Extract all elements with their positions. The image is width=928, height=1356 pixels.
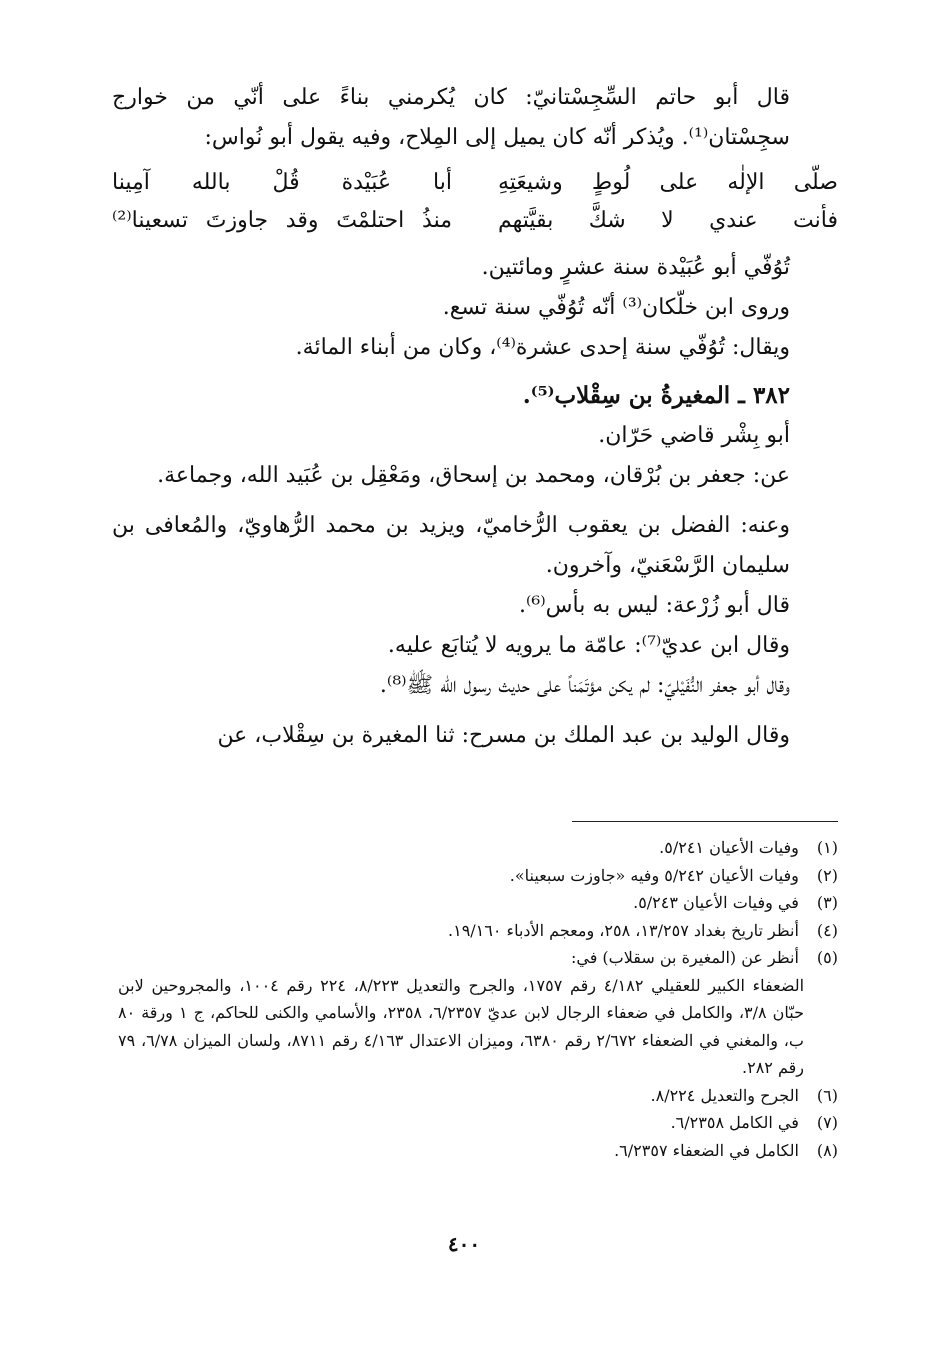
line-yuqal: ويقال: تُوُفّي سنة إحدى عشرة⁽⁴⁾، وكان من أبناء المائة. bbox=[295, 335, 790, 360]
line-abu-zura: قال أبو زُرْعة: ليس به بأس⁽⁶⁾. bbox=[519, 593, 790, 618]
verse-2-second-hemistich: منذُ احتلمْتَ وقد جاوزتَ تسعينا⁽²⁾ bbox=[112, 208, 452, 233]
verse-1 bbox=[112, 164, 838, 202]
footnote-text: في الكامل ٦/٢٣٥٨. bbox=[670, 1113, 799, 1132]
footnote-text: في وفيات الأعيان ٥/٢٤٣. bbox=[633, 893, 799, 912]
footnote-3 bbox=[118, 889, 838, 917]
line-ibn-khallikan: وروى ابن خلّكان⁽³⁾ أنّه تُوُفّي سنة تسع. bbox=[442, 295, 790, 320]
main-text bbox=[112, 78, 838, 756]
footnote-8 bbox=[118, 1137, 838, 1165]
verse-2-first-hemistich: فأنت عندي لا شكَّ بقيَّتهم bbox=[498, 208, 838, 233]
verse-1-first-hemistich: صلّى الإلٰه على لُوطٍ وشيعَتِهِ bbox=[498, 170, 838, 195]
footnote-number: (٣) bbox=[816, 893, 838, 912]
footnote-text: الكامل في الضعفاء ٦/٢٣٥٧. bbox=[614, 1140, 799, 1160]
footnote-text: أنظر عن (المغيرة بن سقلاب) في: bbox=[570, 948, 799, 967]
footnote-number: (٤) bbox=[816, 920, 838, 940]
paragraph-sijistani: قال أبو حاتم السِّجِسْتانيّ: كان يُكرمني بناءً على أنّي من خوارج سجِسْتان⁽¹⁾. ويُذكر أنّه كان يميل إلى المِلاح، وفيه يقول أبو نُواس: bbox=[112, 85, 790, 150]
footnote-text: الجرح والتعديل ٨/٢٢٤. bbox=[650, 1085, 799, 1105]
footnote-number: (١) bbox=[816, 838, 838, 857]
page-number: ٤٠٠ bbox=[447, 1232, 481, 1256]
footnote-text: وفيات الأعيان ٥/٢٤٢ وفيه «جاوزت سبعينا». bbox=[509, 865, 799, 885]
footnotes bbox=[118, 834, 838, 1164]
footnote-text: وفيات الأعيان ٥/٢٤١. bbox=[659, 838, 799, 857]
footnote-6 bbox=[118, 1082, 838, 1110]
footnote-number: (٥) bbox=[816, 948, 838, 967]
verse-2 bbox=[112, 202, 838, 240]
verse-1-second-hemistich: أبا عُبَيْدة قُلْ بالله آمِينا bbox=[112, 170, 452, 195]
footnote-5 bbox=[118, 944, 838, 972]
line-narrated-from: عن: جعفر بن بُرْقان، ومحمد بن إسحاق، ومَعْقِل بن عُبَيد الله، وجماعة. bbox=[157, 463, 790, 488]
line-kunya: أبو بِشْر قاضي حَرّان. bbox=[598, 423, 790, 448]
footnote-number: (٢) bbox=[816, 865, 838, 885]
footnote-number: (٦) bbox=[816, 1085, 838, 1105]
footnote-divider bbox=[572, 821, 838, 822]
footnote-1 bbox=[118, 834, 838, 862]
footnote-4 bbox=[118, 917, 838, 945]
footnote-5-sources: الضعفاء الكبير للعقيلي ٤/١٨٢ رقم ١٧٥٧، والجرح والتعديل ٨/٢٢٣، ٢٢٤ رقم ١٠٠٤، والمجروحين لابن حبّان ٣/٨، والكامل في ضعفاء الرجال لابن عديّ ٦/٢٣٥٧، ٢٣٥٨، والأسامي والكنى للحاكم، ج ١ ورقة ٨٠ ب، والمغني في الضعفاء ٢/٦٧٢ رقم ٦٣٨٠، وميزان الاعتدال ٤/١٦٣ رقم ٨٧١١، ولسان الميزان ٦/٧٨، ٧٩ رقم ٢٨٢. bbox=[118, 975, 805, 1077]
poem bbox=[112, 164, 838, 240]
footnote-number: (٨) bbox=[816, 1140, 838, 1160]
entry-title: ٣٨٢ ـ المغيرةُ بن سِقْلاب⁽⁵⁾. bbox=[522, 382, 790, 409]
line-ibn-adi: وقال ابن عديّ⁽⁷⁾: عامّة ما يرويه لا يُتابَع عليه. bbox=[387, 633, 790, 658]
footnote-number: (٧) bbox=[816, 1113, 838, 1132]
line-death-year: تُوُفّي أبو عُبَيْدة سنة عشرٍ ومائتين. bbox=[481, 255, 790, 280]
line-nufayli: وقال أبو جعفر النُّفَيْليّ: لم يكن مؤتَمَناً على حديث رسول الله ﷺ⁽⁸⁾. bbox=[379, 673, 790, 698]
footnote-2 bbox=[118, 862, 838, 890]
footnote-7 bbox=[118, 1109, 838, 1137]
paragraph-narrators: وعنه: الفضل بن يعقوب الرُّخاميّ، ويزيد بن محمد الرُّهاويّ، والمُعافى بن سليمان الرَّسْعَنيّ، وآخرون. bbox=[112, 513, 790, 578]
line-walid: وقال الوليد بن عبد الملك بن مسرح: ثنا المغيرة بن سِقْلاب، عن bbox=[217, 723, 790, 748]
footnote-text: أنظر تاريخ بغداد ١٣/٢٥٧، ٢٥٨، ومعجم الأدباء ١٩/١٦٠. bbox=[448, 920, 799, 940]
